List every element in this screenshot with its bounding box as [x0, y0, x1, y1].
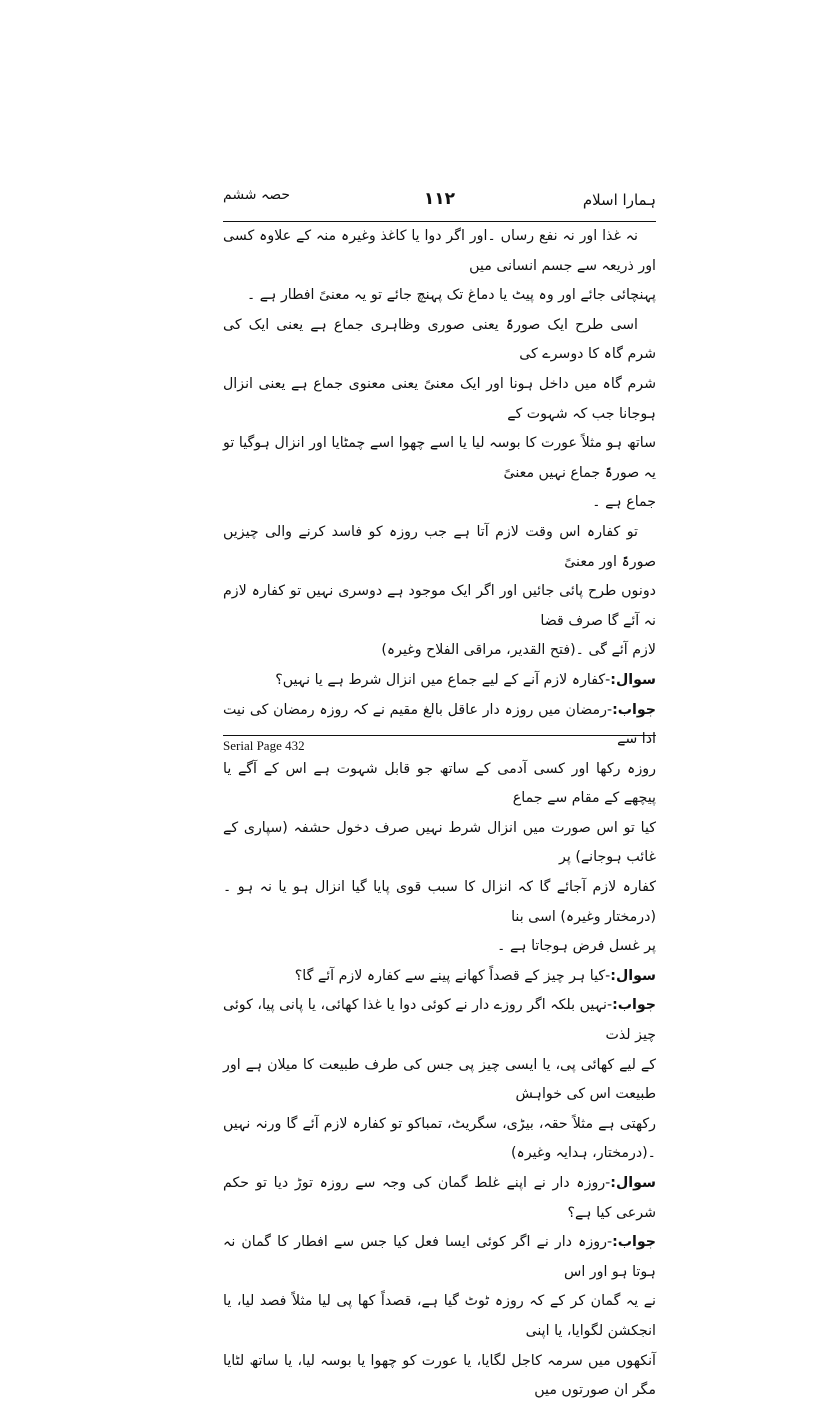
line-text: نے یہ گمان کر کے کہ روزہ ٹوٹ گیا ہے، قصداً کھا پی لیا مثلاً فصد لیا، یا انجکشن لگوایا، یا اپنی: [223, 1293, 656, 1339]
body-line: [223, 577, 656, 636]
qa-label: جواب:: [612, 997, 656, 1014]
line-text: نہ غذا اور نہ نفع رساں ۔اور اگر دوا یا کاغذ وغیرہ منہ کے علاوہ کسی اور ذریعہ سے جسم انسانی میں: [223, 228, 656, 274]
line-text: کفارہ لازم آجائے گا کہ انزال کا سبب قوی پایا گیا انزال ہو یا نہ ہو ۔(درمختار وغیرہ) اسی بنا: [223, 879, 656, 925]
body-line: [223, 636, 656, 666]
line-text: -نہیں بلکہ اگر روزے دار نے کوئی دوا یا غذا کھائی، یا پانی پیا، کوئی چیز لذت: [223, 997, 656, 1044]
body-line: [223, 488, 656, 518]
line-text: کیا تو اس صورت میں انزال شرط نہیں صرف دخول حشفہ (سپاری کے غائب ہوجانے) پر: [223, 819, 656, 866]
body-line: [223, 311, 656, 370]
answer-line: [223, 755, 656, 814]
line-text: -کفارہ لازم آنے کے لیے جماع میں انزال شرط ہے یا نہیں؟: [275, 671, 611, 688]
answer-line: [223, 814, 656, 873]
answer-line: [223, 1051, 656, 1110]
body-line: [223, 222, 656, 281]
footer-rule: [223, 735, 656, 736]
answer-line: [223, 932, 656, 962]
qa-label: سوال:: [610, 671, 656, 688]
part-label: حصہ ششم: [223, 187, 290, 203]
book-title: ہمارا اسلام: [582, 191, 656, 209]
page-number: ۱۱۲: [423, 189, 456, 209]
line-text: اسی طرح ایک صورۃً یعنی صوری وظاہری جماع ہے یعنی ایک کی شرم گاہ کا دوسرے کی: [223, 316, 656, 363]
page-footer: [223, 735, 656, 754]
qa-label: جواب:: [612, 701, 656, 718]
line-text: دونوں طرح پائی جائیں اور اگر ایک موجود ہے دوسری نہیں تو کفارہ لازم نہ آئے گا صرف قضا: [223, 583, 656, 629]
line-text: تو کفارہ اس وقت لازم آتا ہے جب روزہ کو فاسد کرنے والی چیزیں صورۃً اور معنیً: [223, 523, 656, 570]
body-line: [223, 370, 656, 429]
line-text: شرم گاہ میں داخل ہونا اور ایک معنیً یعنی معنوی جماع ہے یعنی انزال ہوجانا جب کہ شہوت کے: [223, 375, 656, 422]
line-text: -کیا ہر چیز کے قصداً کھانے پینے سے کفارہ لازم آئے گا؟: [294, 967, 611, 984]
line-text: ساتھ ہو مثلاً عورت کا بوسہ لیا یا اسے چھوا اسے چمٹایا اور انزال ہوگیا تو یہ صورۃً جماع نہیں معنیً: [223, 435, 656, 481]
line-text: پہنچائی جائے اور وہ پیٹ یا دماغ تک پہنچ جائے تو یہ معنیً افطار ہے ۔: [246, 287, 656, 304]
line-text: آنکھوں میں سرمہ کاجل لگایا، یا عورت کو چھوا یا بوسہ لیا، یا ساتھ لٹایا مگر ان صورتوں میں: [223, 1352, 656, 1399]
qa-label: سوال:: [610, 1175, 656, 1191]
line-text: کے لیے کھائی پی، یا ایسی چیز پی جس کی طرف طبیعت کا میلان ہے اور طبیعت اس کی خواہش: [223, 1056, 656, 1103]
answer-line: [223, 1228, 656, 1287]
question-line: [223, 1169, 656, 1228]
answer-line: [223, 1110, 656, 1169]
qa-label: جواب:: [612, 1234, 656, 1251]
question-line: [223, 666, 656, 696]
question-line: [223, 962, 656, 992]
body-line: [223, 518, 656, 577]
book-page: [223, 185, 656, 1406]
line-text: -روزہ دار نے اپنے غلط گمان کی وجہ سے روزہ توڑ دیا تو حکم شرعی کیا ہے؟: [223, 1175, 656, 1221]
line-text: روزہ رکھا اور کسی آدمی کے ساتھ جو قابل شہوت ہے اس کے آگے یا پیچھے کے مقام سے جماع: [223, 760, 656, 807]
page-body: [223, 222, 656, 1406]
answer-line: [223, 1347, 656, 1406]
serial-page: Serial Page 432: [223, 738, 305, 753]
line-text: جماع ہے ۔: [592, 494, 656, 511]
line-text: پر غسل فرض ہوجاتا ہے ۔: [497, 938, 656, 955]
answer-line: [223, 991, 656, 1050]
qa-label: سوال:: [610, 967, 656, 984]
line-text: رکھتی ہے مثلاً حقہ، بیڑی، سگریٹ، تمباکو تو کفارہ لازم آئے گا ورنہ نہیں ۔(درمختار، ہدایہ وغیرہ): [223, 1115, 656, 1162]
body-line: [223, 281, 656, 311]
line-text: لازم آئے گی ۔(فتح القدیر، مراقی الفلاح وغیرہ): [381, 642, 656, 659]
body-line: [223, 429, 656, 488]
line-text: -روزہ دار نے اگر کوئی ایسا فعل کیا جس سے افطار کا گمان نہ ہوتا ہو اور اس: [223, 1234, 656, 1280]
answer-line: [223, 873, 656, 932]
page-header: [223, 185, 656, 221]
line-text: -رمضان میں روزہ دار عاقل بالغ مقیم نے کہ روزہ رمضان کی نیت ادا سے: [223, 701, 656, 748]
answer-line: [223, 1287, 656, 1346]
